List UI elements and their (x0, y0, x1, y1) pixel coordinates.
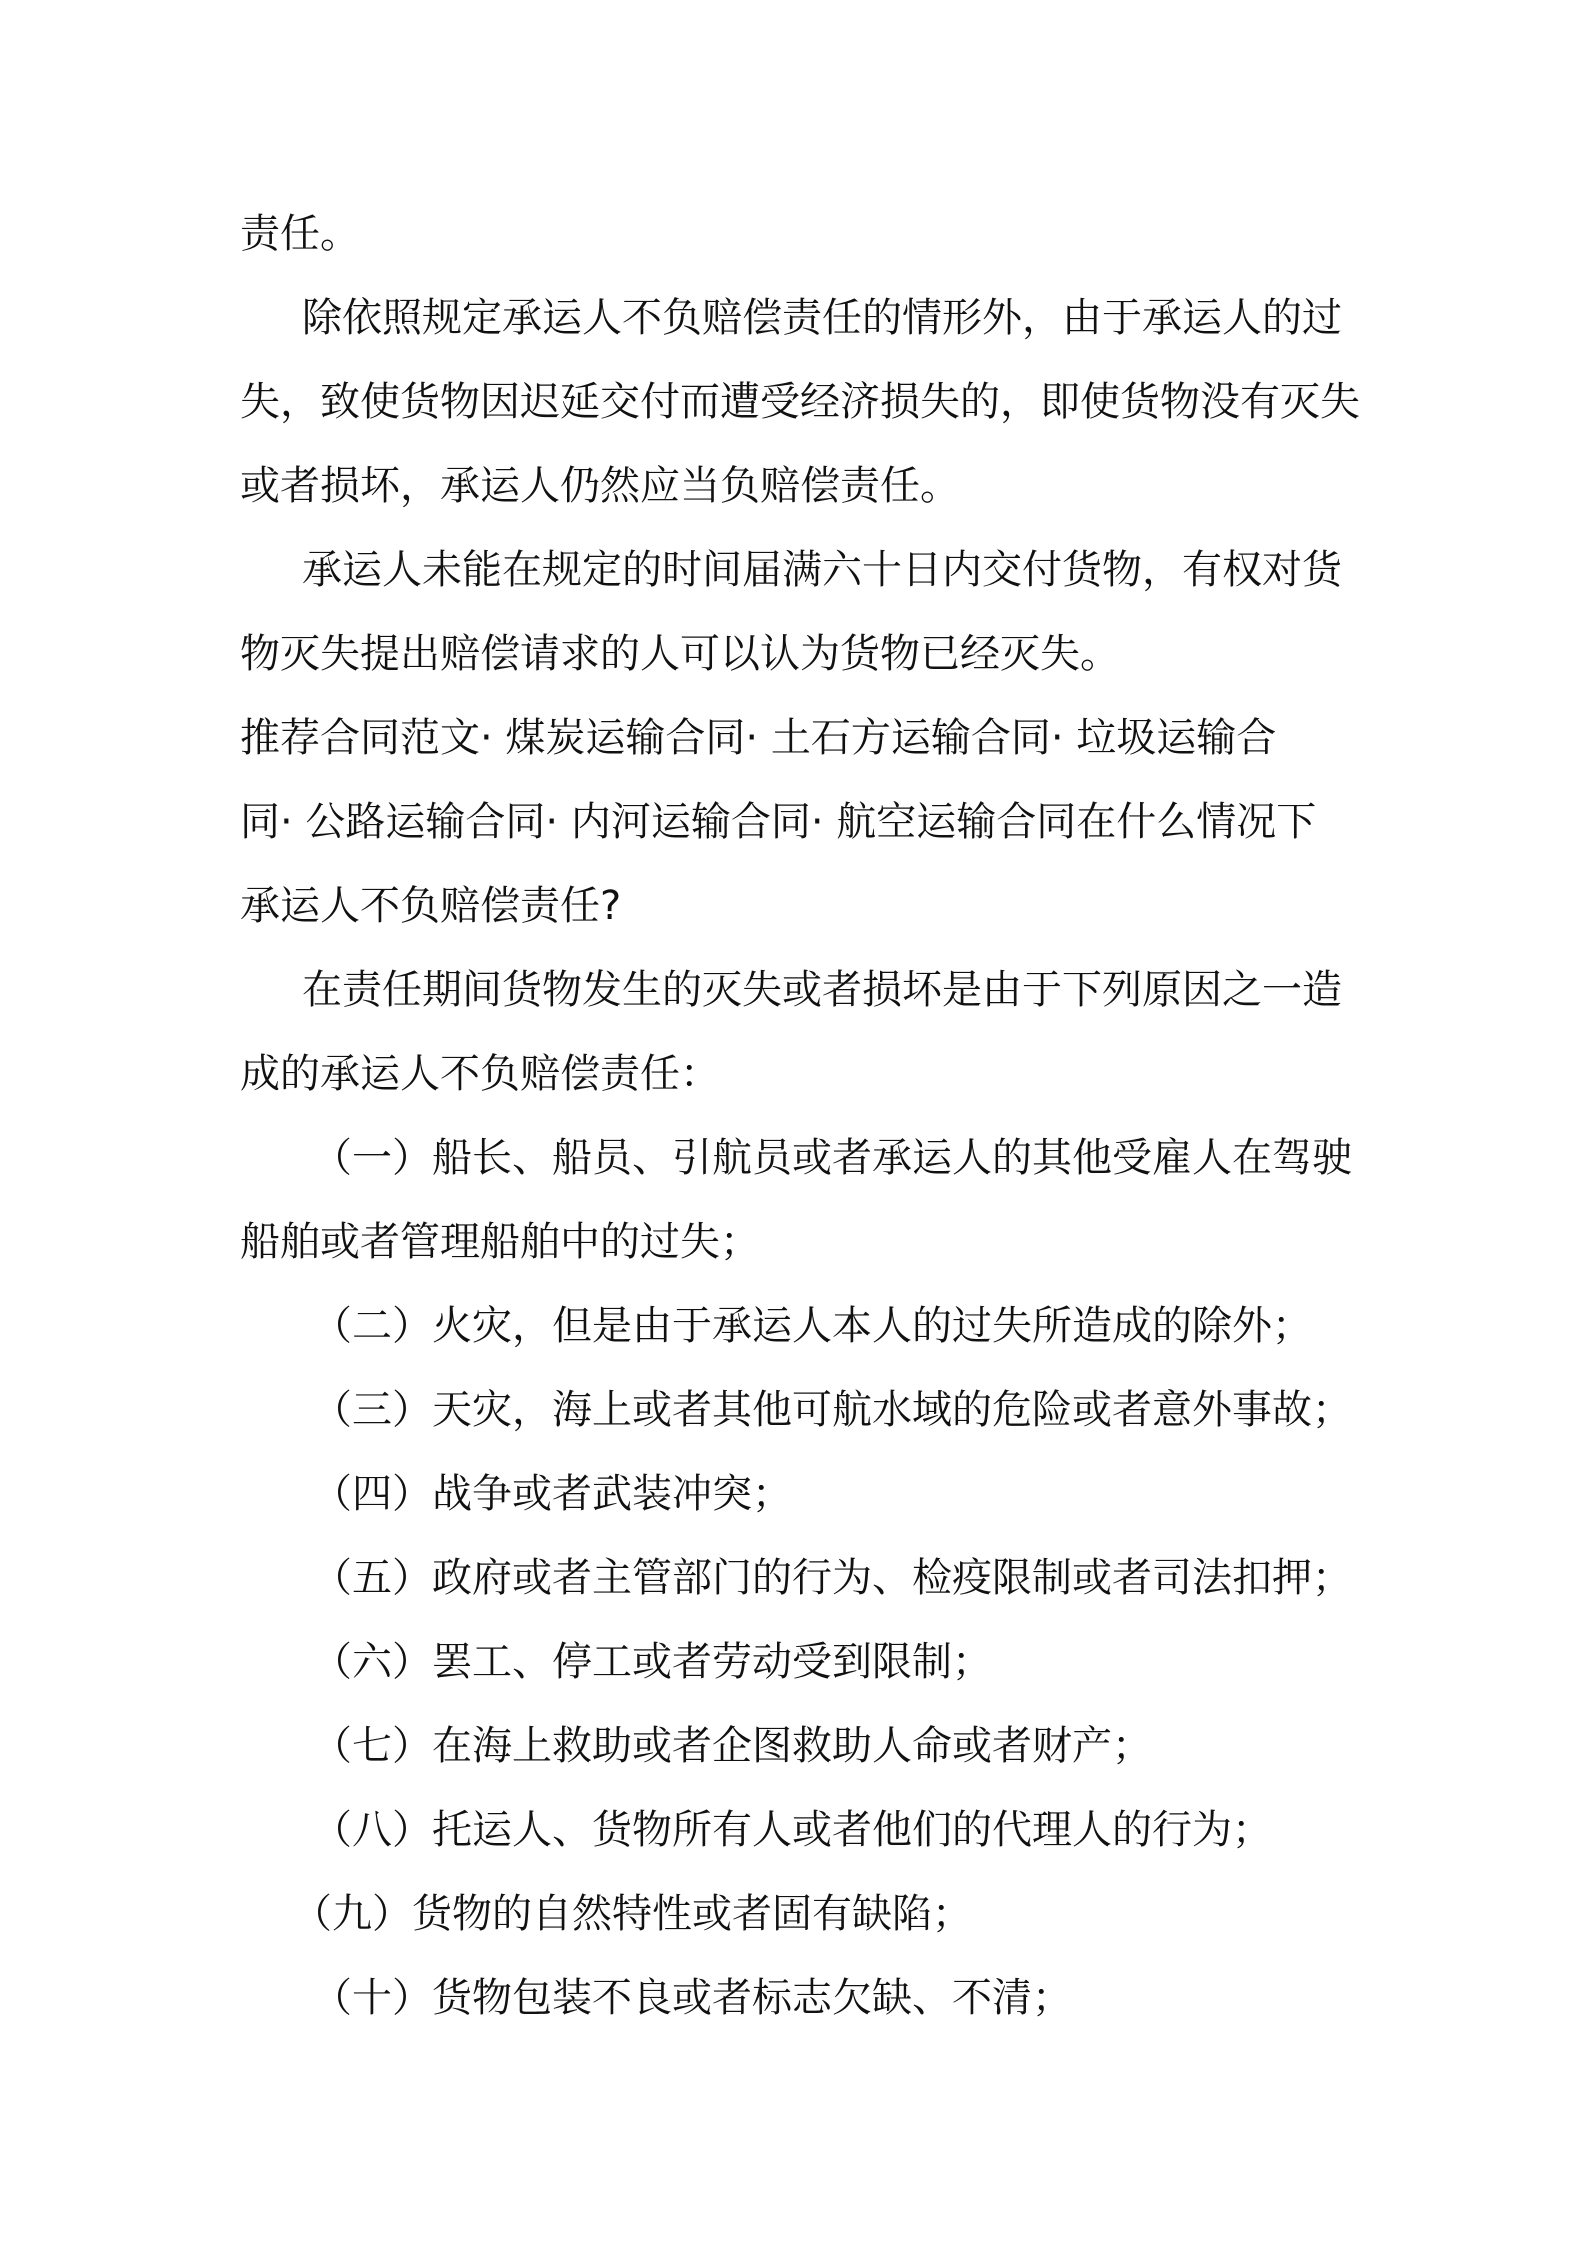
list-item-1-line-1: （一）船长、船员、引航员或者承运人的其他受雇人在驾驶 (312, 1135, 1352, 1181)
recommend-line-1: 推荐合同范文· 煤炭运输合同· 土石方运输合同· 垃圾运输合 (240, 715, 1277, 761)
paragraph-1-line-2: 失，致使货物因迟延交付而遭受经济损失的，即使货物没有灭失 (240, 379, 1360, 425)
list-item-3: （三）天灾，海上或者其他可航水域的危险或者意外事故； (312, 1387, 1352, 1433)
paragraph-2-line-2: 物灭失提出赔偿请求的人可以认为货物已经灭失。 (240, 631, 1120, 677)
paragraph-3-line-1: 在责任期间货物发生的灭失或者损坏是由于下列原因之一造 (302, 967, 1342, 1013)
text-line-1: 责任。 (240, 211, 360, 257)
recommend-line-2: 同· 公路运输合同· 内河运输合同· 航空运输合同在什么情况下 (240, 799, 1317, 845)
list-item-2: （二）火灾，但是由于承运人本人的过失所造成的除外； (312, 1303, 1312, 1349)
list-item-7: （七）在海上救助或者企图救助人命或者财产； (312, 1723, 1152, 1769)
list-item-9: （九）货物的自然特性或者固有缺陷； (292, 1891, 972, 1937)
paragraph-3-line-2: 成的承运人不负赔偿责任： (240, 1051, 720, 1097)
list-item-8: （八）托运人、货物所有人或者他们的代理人的行为； (312, 1807, 1272, 1853)
paragraph-2-line-1: 承运人未能在规定的时间届满六十日内交付货物，有权对货 (302, 547, 1342, 593)
paragraph-1-line-3: 或者损坏，承运人仍然应当负赔偿责任。 (240, 463, 960, 509)
list-item-4: （四）战争或者武装冲突； (312, 1471, 792, 1517)
list-item-10: （十）货物包装不良或者标志欠缺、不清； (312, 1975, 1072, 2021)
paragraph-1-line-1: 除依照规定承运人不负赔偿责任的情形外，由于承运人的过 (302, 295, 1342, 341)
list-item-5: （五）政府或者主管部门的行为、检疫限制或者司法扣押； (312, 1555, 1352, 1601)
list-item-6: （六）罢工、停工或者劳动受到限制； (312, 1639, 992, 1685)
list-item-1-line-2: 船舶或者管理船舶中的过失； (240, 1219, 760, 1265)
question-heading: 承运人不负赔偿责任? (240, 883, 622, 929)
document-page (240, 192, 1360, 2040)
